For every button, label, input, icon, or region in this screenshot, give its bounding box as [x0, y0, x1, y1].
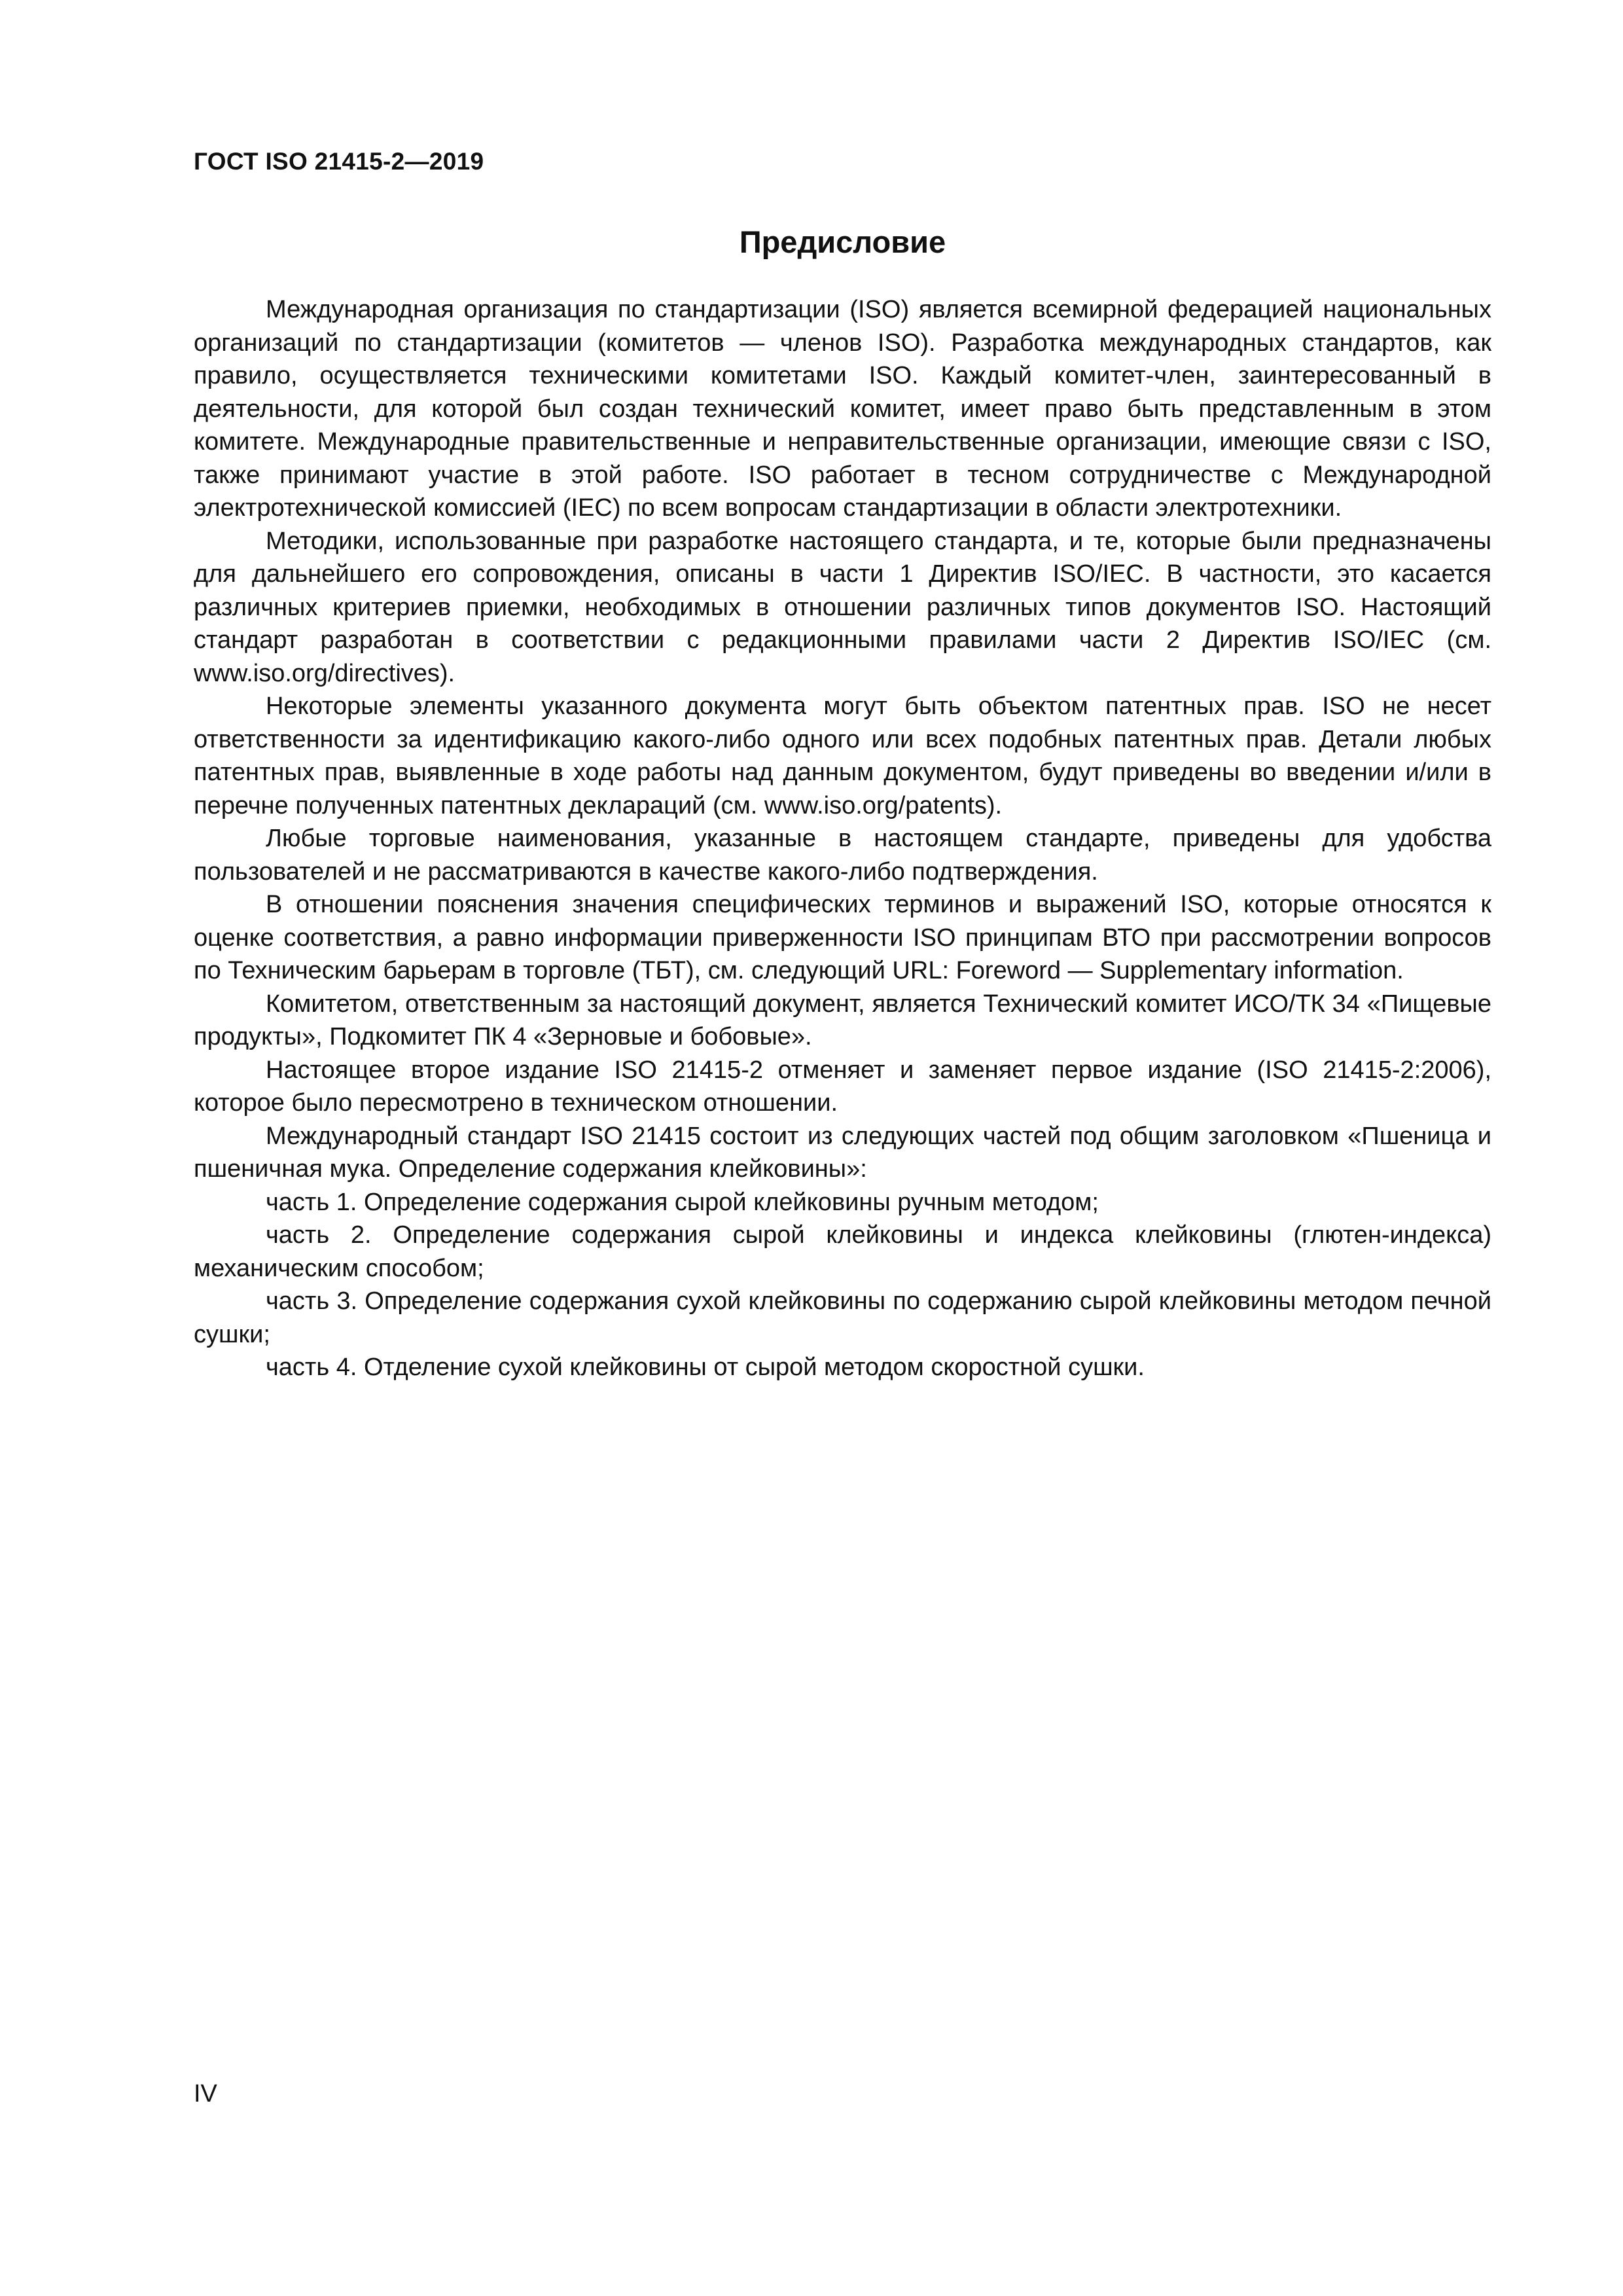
foreword-body	[194, 293, 1491, 1384]
paragraph-edition: Настоящее второе издание ISO 21415-2 отменяет и заменяет первое издание (ISO 21415-2:2006), которое было пересмотрено в техническом отношении.	[194, 1056, 1491, 1117]
paragraph-patents: Некоторые элементы указанного документа могут быть объектом патентных прав. ISO не несет ответственности за идентификацию какого-либо одного или всех подобных патентных прав. Детали любых патентных прав, выявленные в ходе работы над данным документом, будут приведены во введении и/или в перечне полученных патентных деклараций (см. www.iso.org/patents).	[194, 692, 1491, 819]
list-item-part-4: часть 4. Отделение сухой клейковины от сырой методом скоростной сушки.	[266, 1354, 1145, 1381]
paragraph-committee: Комитетом, ответственным за настоящий документ, является Технический комитет ИСО/ТК 34 «Пищевые продукты», Подкомитет ПК 4 «Зерновые и бобовые».	[194, 990, 1491, 1050]
section-title: Предисловие	[739, 224, 946, 259]
paragraph-methods: Методики, использованные при разработке настоящего стандарта, и те, которые были предназначены для дальнейшего его сопровождения, описаны в части 1 Директив ISO/IEC. В частности, это касается различных критериев приемки, необходимых в отношении различных типов документов ISO. Настоящий стандарт разработан в соответствии с редакционными правилами части 2 Директив ISO/IEC (см. www.iso.org/directives).	[194, 527, 1491, 687]
paragraph-trade-names: Любые торговые наименования, указанные в настоящем стандарте, приведены для удобства пользователей и не рассматриваются в качестве какого-либо подтверждения.	[194, 825, 1491, 886]
document-code-header: ГОСТ ISO 21415-2—2019	[194, 148, 484, 175]
paragraph-conformity-terms: В отношении пояснения значения специфических терминов и выражений ISO, которые относятся к оценке соответствия, а равно информации приверженности ISO принципам ВТО при рассмотрении вопросов по Техническим барьерам в торговле (ТБТ), см. следующий URL: Foreword — Supplementary information.	[194, 891, 1491, 984]
list-item-part-1: часть 1. Определение содержания сырой клейковины ручным методом;	[266, 1188, 1099, 1216]
page-number: IV	[194, 2080, 217, 2108]
paragraph-parts-intro: Международный стандарт ISO 21415 состоит из следующих частей под общим заголовком «Пшеница и пшеничная мука. Определение содержания клейковины»:	[194, 1122, 1491, 1183]
list-item-part-3: часть 3. Определение содержания сухой клейковины по содержанию сырой клейковины методом печной сушки;	[194, 1287, 1491, 1348]
list-item-part-2: часть 2. Определение содержания сырой клейковины и индекса клейковины (глютен-индекса) механическим способом;	[194, 1221, 1491, 1282]
paragraph-iso-organization: Международная организация по стандартизации (ISO) является всемирной федерацией национальных организаций по стандартизации (комитетов — членов ISO). Разработка международных стандартов, как правило, осуществляется техническими комитетами ISO. Каждый комитет-член, заинтересованный в деятельности, для которой был создан технический комитет, имеет право быть представленным в этом комитете. Международные правительственные и неправительственные организации, имеющие связи с ISO, также принимают участие в этой работе. ISO работает в тесном сотрудничестве с Международной электротехнической комиссией (IEC) по всем вопросам стандартизации в области электротехники.	[194, 296, 1491, 522]
